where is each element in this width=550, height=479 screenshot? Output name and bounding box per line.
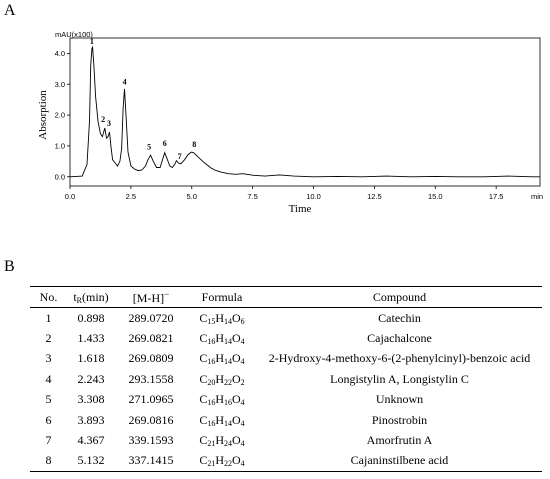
cell-no: 8 [30, 451, 67, 472]
y-tick-label: 0.0 [54, 172, 65, 182]
cell-mass: 339.1593 [128, 433, 174, 448]
cell-compound: Cajachalcone [367, 331, 432, 346]
plot-frame [70, 38, 540, 186]
peak-label-8: 8 [192, 139, 197, 149]
cell-no: 1 [45, 310, 52, 325]
cell-formula: $C_{21}H_{24}O_4$ [199, 433, 245, 449]
table-row [30, 451, 542, 472]
x-tick-label: 7.5 [247, 192, 258, 201]
peak-label-5: 5 [147, 142, 152, 152]
cell-mass: 269.0821 [128, 331, 174, 346]
y-axis-label: Absorption [37, 90, 49, 140]
x-unit-label: min [531, 192, 544, 201]
table-row [30, 369, 542, 389]
cell-compound: Cajaninstilbene acid [257, 451, 542, 472]
cell-retention-time: 3.893 [77, 412, 105, 427]
cell-no: 3 [45, 351, 52, 366]
cell-compound: 2-Hydroxy-4-methoxy-6-(2-phenylcinyl)-benzoic acid [268, 351, 531, 366]
cell-mass: 293.1558 [128, 371, 174, 386]
cell-retention-time: 1.618 [77, 351, 105, 366]
x-tick-label: 12.5 [367, 192, 382, 201]
cell-formula: $C_{16}H_{16}O_4$ [199, 392, 245, 408]
cell-retention-time: 2.243 [77, 371, 105, 386]
cell-mass: 269.0809 [128, 351, 174, 366]
cell-no: 5 [45, 392, 52, 407]
table-row [30, 349, 542, 369]
y-tick-label: 2.0 [54, 110, 65, 120]
y-tick-label: 3.0 [54, 79, 65, 89]
x-tick-label: 2.5 [125, 192, 137, 201]
peak-label-3: 3 [106, 118, 111, 128]
header-compound: Compound [257, 287, 542, 308]
cell-compound: Amorfrutin A [366, 433, 433, 448]
cell-retention-time: 5.132 [67, 451, 115, 472]
x-tick-label: 5.0 [186, 192, 197, 201]
cell-formula: $C_{15}H_{14}O_6$ [199, 310, 245, 326]
cell-retention-time: 3.308 [77, 392, 105, 407]
compound-table [30, 286, 542, 472]
table-row [30, 390, 542, 410]
cell-retention-time: 4.367 [77, 433, 105, 448]
chart-axes [70, 38, 540, 186]
table-row [30, 328, 542, 348]
table-row [30, 308, 542, 329]
header-no: No. [30, 287, 67, 308]
chart-ticks [55, 49, 504, 201]
cell-compound: Catechin [378, 310, 421, 325]
y-tick-label: 1.0 [54, 141, 65, 151]
cell-no: 7 [45, 433, 52, 448]
peak-label-1: 1 [89, 37, 94, 47]
y-tick-label: 4.0 [54, 48, 65, 58]
cell-retention-time: 0.898 [77, 310, 105, 325]
peak-labels [90, 37, 196, 161]
cell-mass: 337.1415 [115, 451, 187, 472]
cell-compound: Longistylin A, Longistylin C [330, 371, 469, 386]
cell-formula: $C_{21}H_{22}O_4$ [187, 451, 257, 472]
cell-no: 6 [45, 412, 52, 427]
x-tick-label: 10.0 [306, 192, 321, 201]
peak-label-2: 2 [101, 114, 106, 124]
table-header-row [30, 287, 542, 308]
cell-formula: $C_{16}H_{14}O_4$ [199, 351, 245, 367]
y-unit-label: mAU(x100) [55, 30, 93, 39]
cell-compound: Unknown [375, 392, 424, 407]
header-mass: [M-H]− [115, 287, 187, 308]
header-formula: Formula [187, 287, 257, 308]
cell-formula: $C_{20}H_{22}O_2$ [199, 371, 245, 387]
cell-mass: 269.0816 [128, 412, 174, 427]
peak-label-7: 7 [177, 151, 182, 161]
panel-a-label: A [4, 2, 16, 19]
x-tick-label: 17.5 [488, 192, 504, 201]
table-row [30, 410, 542, 430]
header-retention-time: $t_R(\min)$ [67, 287, 115, 308]
cell-compound: Pinostrobin [371, 412, 428, 427]
peak-label-4: 4 [122, 77, 127, 87]
x-tick-label: 15.0 [427, 192, 443, 201]
cell-formula: $C_{16}H_{14}O_4$ [199, 412, 245, 428]
cell-formula: $C_{16}H_{14}O_4$ [199, 331, 245, 347]
cell-retention-time: 1.433 [77, 331, 105, 346]
cell-mass: 289.0720 [128, 310, 174, 325]
panel-b-label: B [4, 258, 15, 275]
cell-no: 4 [45, 371, 52, 386]
chromatogram-trace [70, 47, 540, 177]
x-tick-label: 0.0 [64, 192, 76, 201]
table-row [30, 430, 542, 450]
x-axis-label: Time [288, 203, 312, 215]
cell-no: 2 [45, 331, 52, 346]
cell-mass: 271.0965 [128, 392, 174, 407]
peak-label-6: 6 [162, 138, 167, 148]
